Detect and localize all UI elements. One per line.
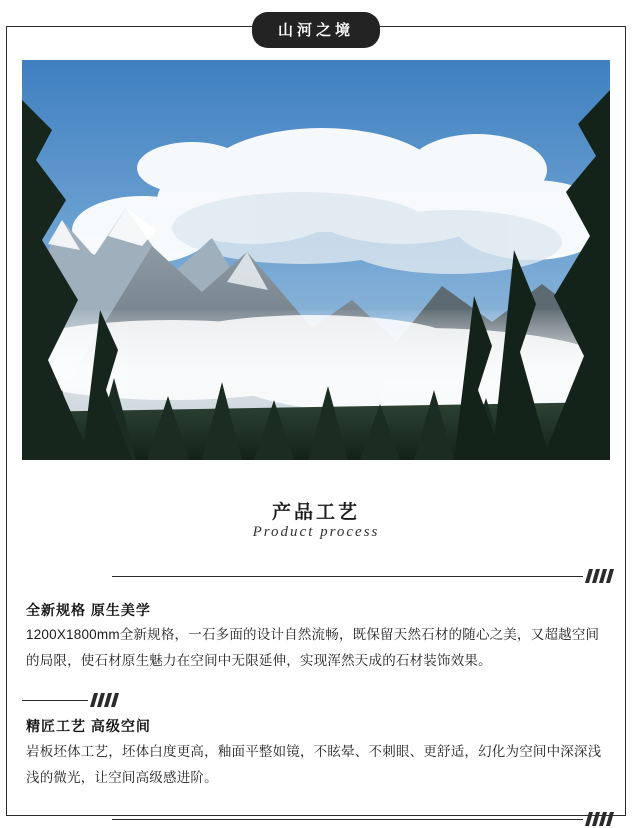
section-title: 产品工艺 bbox=[271, 502, 360, 523]
frame-line-top-left bbox=[6, 26, 258, 27]
divider-middle bbox=[22, 693, 117, 707]
block-1-heading: 全新规格 原生美学 bbox=[26, 602, 151, 618]
frame-line-left bbox=[6, 26, 7, 816]
frame-line-top-right bbox=[374, 26, 626, 27]
divider-bars-icon bbox=[92, 693, 117, 707]
divider-bars-icon bbox=[587, 812, 612, 826]
block-1-body: 1200X1800mm全新规格，一石多面的设计自然流畅，既保留天然石材的随心之美，又超越空间的局限，使石材原生魅力在空间中无限延伸，实现浑然天成的石材装饰效果。 bbox=[26, 627, 600, 668]
divider-top bbox=[112, 569, 612, 583]
block-2-body: 岩板坯体工艺，坯体白度更高，釉面平整如镜，不眩晕、不刺眼、更舒适，幻化为空间中深深浅浅的微光，让空间高级感进阶。 bbox=[26, 744, 602, 785]
block-2-heading: 精匠工艺 高级空间 bbox=[26, 718, 151, 734]
mountain-valley-illustration bbox=[22, 60, 610, 460]
divider-rule bbox=[112, 576, 583, 577]
divider-bars-icon bbox=[587, 569, 612, 583]
section-subtitle: Product process bbox=[252, 524, 380, 540]
page-title: 山河之境 bbox=[252, 12, 380, 48]
divider-bottom bbox=[112, 812, 612, 826]
hero-image bbox=[22, 60, 610, 460]
divider-rule bbox=[112, 819, 583, 820]
frame-line-right bbox=[625, 26, 626, 816]
divider-rule bbox=[22, 700, 88, 701]
